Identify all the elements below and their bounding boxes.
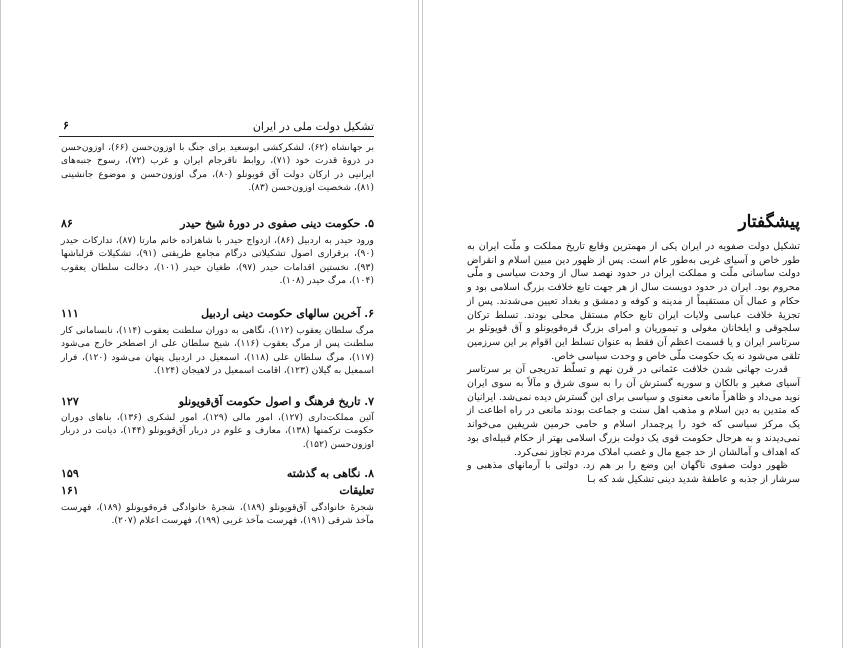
section-page: ۱۵۹ — [61, 467, 79, 480]
section-number: ۷. — [364, 395, 374, 408]
page-number: ۶ — [63, 119, 69, 132]
section-title: حکومت دینی صفوی در دورهٔ شیخ حیدر — [180, 217, 361, 230]
section-description: ورود حیدر به اردبیل (۸۶)، ازدواج حیدر با شاهزاده خانم مارتا (۸۷)، تدارکات حیدر (۹۰)، برقراری اصول تشکیلاتی درگام مجامع طریقتی (۹۱)، تشکیلات قزلباشها (۹۳)، نخستین اقدامات حیدر (۹۷)، طغیان حیدر (۱۰۱)، دخالت سلطان یعقوب (۱۰۴)، مرگ حیدر (۱۰۸). — [61, 235, 375, 287]
toc-section-7-text — [61, 411, 374, 451]
section-page: ۱۲۷ — [61, 395, 79, 408]
toc-intro-text: بر جهانشاه (۶۲)، لشکرکشی ابوسعید برای جنگ با اوزون‌حسن (۶۶)، اوزون‌حسن در ذروهٔ قدرت خود (۷۱)، روابط ناقرجام ایران و غرب (۷۲)، رسوخ جنبه‌های ایرانیی در ارکان دولت آق قویونلو (۸۰)، مرگ اوزون‌حسن و موضوع جانشینی (۸۱)، شخصیت اوزون‌حسن (۸۳). — [61, 142, 375, 194]
toc-section-5-text — [61, 234, 374, 288]
section-title: تاریخ فرهنگ و اصول حکومت آق‌قویونلو — [178, 395, 361, 408]
section-description: شجرهٔ خانوادگی آق‌قویونلو (۱۸۹)، شجرهٔ خانوادگی قره‌قویونلو (۱۸۹)، فهرست مآخذ شرقی (۱۹۱)، فهرست مآخذ غربی (۱۹۹)، فهرست اعلام (۲۰۷). — [61, 502, 374, 527]
preface-title: پیشگفتار — [738, 212, 800, 232]
section-number: ۸. — [364, 467, 374, 480]
section-number: ۶. — [364, 307, 374, 320]
preface-paragraph: تشکیل دولت صفویه در ایران یکی از مهمترین وقایع تاریخ مملکت و ملّت ایران به طور خاص و آسیای غربی به‌طور عام است. پس از ظهور دین مبین اسلام و انقراض دولت ساسانی ملّت و مملکت ایران در حدود نهصد سال از وحدت سیاسی و ملّی محروم بود. ایران در حدود دویست سال از هر جهت تابع خلافت بزرگ اسلامی بود و حکام و عمال آن مستقیماً از مدینه و کوفه و دمشق و بغداد تعیین می‌شدند. پس از تجزیهٔ خلافت عباسی ولایات ایران تابع حکام مستقل محلی بودند. تسلط ترکان سلجوقی و ایلخانان مغولی و تیموریان و امرای بزرگ قره‌قویونلو و آق قویونلو بر سرتاسر ایران و یا قسمت اعظم آن فقط به عنوان تسلط این اقوام بر این سرزمین تلقی می‌شود نه یک حکومت ملّی خاص و وحدت سیاسی خاص. — [467, 241, 800, 362]
preface-body — [467, 240, 800, 487]
toc-intro-paragraph — [61, 141, 374, 195]
toc-section-6-text — [61, 324, 374, 378]
section-description: مرگ سلطان یعقوب (۱۱۲)، نگاهی به دوران سلطنت یعقوب (۱۱۴)، نابسامانی کار سلطنت پس از مرگ یعقوب (۱۱۶)، شیخ سلطان علی از اصطخر خارج می‌شود (۱۱۷)، مرگ سلطان علی (۱۱۸)، اسمعیل در اردبیل پنهان می‌شود (۱۲۰)، فرار اسمعیل به گیلان (۱۲۳)، اقامت اسمعیل در لاهیجان (۱۲۴). — [61, 325, 374, 377]
section-title: نگاهی به گذشته — [286, 467, 361, 480]
left-page — [1, 0, 418, 648]
section-title: تعلیقات — [339, 484, 374, 497]
preface-paragraph: ظهور دولت صفوی ناگهان این وضع را بر هم زد. دولتی با آرمانهای مذهبی و سرشار از جذبه و عاطفهٔ شدید دینی تشکیل شد که بـا — [467, 460, 800, 485]
running-head-title: تشکیل دولت ملی در ایران — [252, 120, 374, 133]
preface-paragraph: قدرت جهانی شدن خلافت عثمانی در قرن نهم و تسلّط تدریجی آن بر سرتاسر آسیای صغیر و بالکان و سوریه گسترش آن را به سوی شرق و مآلاً به سوی ایران نوید می‌داد و ظاهراً مانعی معنوی و سیاسی برای این گسترش دیده نمی‌شد. ایرانیان که متدین به دین اسلام و مذهب اهل سنت و جماعت بودند مانعی در راه اطاعت از یک مرکز سیاسی که خود را پرچمدار اسلام و حامی حرمین شریفین می‌خواند نمی‌دیدند و به هرحال حکومت قوی یک دولت بزرگ اسلامی بهتر از حکام قبیله‌ای بود که اهداف و آمالشان از حد جمع مال و غصب املاک مردم تجاوز نمی‌کرد. — [467, 364, 800, 458]
running-head — [59, 120, 374, 137]
section-page: ۱۶۱ — [61, 484, 79, 497]
section-number: ۵. — [364, 217, 374, 230]
toc-appendix-text — [61, 501, 374, 528]
section-page: ۱۱۱ — [61, 307, 79, 320]
section-title: آخرین سالهای حکومت دینی اردبیل — [201, 307, 361, 320]
section-page: ۸۶ — [61, 217, 73, 230]
right-page — [423, 0, 842, 648]
section-description: آئین مملکت‌داری (۱۲۷)، امور مالی (۱۲۹)، امور لشکری (۱۳۶)، بناهای دوران حکومت ترکمنها (۱۳۸)، معارف و علوم در دربار آق‌قویونلو (۱۴۴)، دیانت در دربار اوزون‌حسن (۱۵۲). — [61, 412, 375, 450]
